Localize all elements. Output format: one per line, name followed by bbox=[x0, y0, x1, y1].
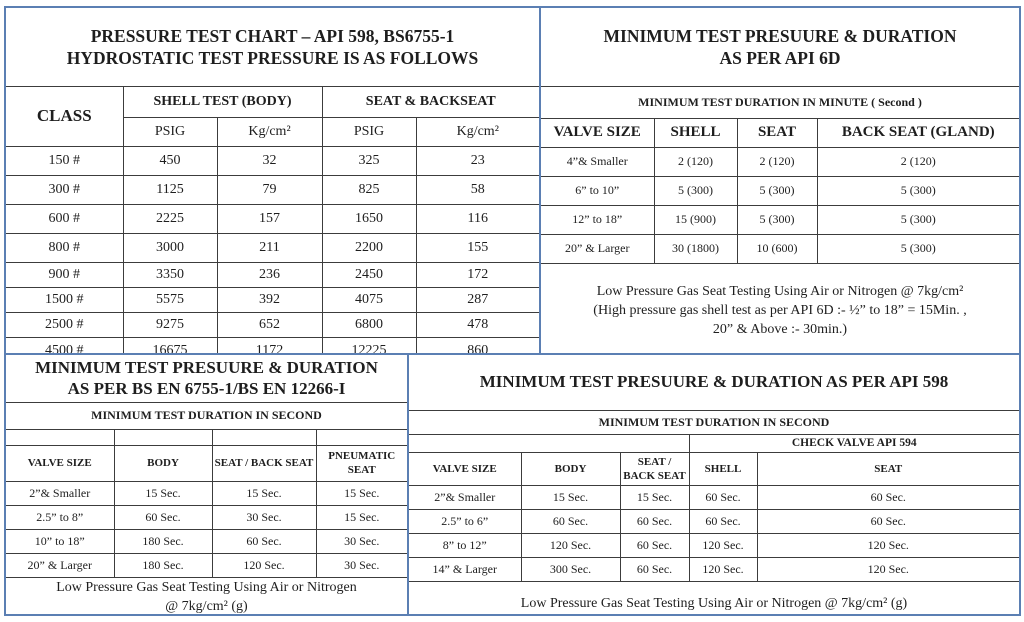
value-cell: 211 bbox=[217, 233, 322, 262]
value-cell: 450 bbox=[123, 146, 217, 175]
value-cell: 5 (300) bbox=[817, 234, 1019, 263]
row-label-cell: 6” to 10” bbox=[541, 176, 654, 205]
value-cell: 120 Sec. bbox=[757, 557, 1019, 581]
column-header: BODY bbox=[114, 445, 212, 481]
hydrostatic-table bbox=[6, 8, 539, 355]
value-cell: 180 Sec. bbox=[114, 553, 212, 577]
column-header: SEAT / BACK SEAT bbox=[620, 452, 689, 485]
api6d-row bbox=[541, 147, 1019, 176]
column-header: BACK SEAT (GLAND) bbox=[817, 118, 1019, 147]
value-cell: 60 Sec. bbox=[757, 485, 1019, 509]
bs-en-title bbox=[6, 355, 407, 402]
bs-en-header-row bbox=[6, 445, 407, 481]
api598-row bbox=[409, 533, 1019, 557]
value-cell: 10 (600) bbox=[737, 234, 817, 263]
value-cell: 825 bbox=[322, 175, 416, 204]
value-cell: 172 bbox=[416, 262, 539, 287]
api598-row bbox=[409, 509, 1019, 533]
bs-en-title-line1: MINIMUM TEST PRESUURE & DURATION bbox=[35, 358, 378, 378]
column-header: SEAT / BACK SEAT bbox=[212, 445, 316, 481]
value-cell: 1172 bbox=[217, 337, 322, 355]
row-label-cell: 800 # bbox=[6, 233, 123, 262]
value-cell: 15 Sec. bbox=[521, 485, 620, 509]
value-cell: 15 Sec. bbox=[316, 481, 407, 505]
row-label-cell: 600 # bbox=[6, 204, 123, 233]
column-header: SEAT bbox=[737, 118, 817, 147]
row-label-cell: 20” & Larger bbox=[6, 553, 114, 577]
column-header: VALVE SIZE bbox=[541, 118, 654, 147]
value-cell: 120 Sec. bbox=[521, 533, 620, 557]
value-cell: 120 Sec. bbox=[212, 553, 316, 577]
value-cell: 287 bbox=[416, 287, 539, 312]
row-label-cell: 2.5” to 8” bbox=[6, 505, 114, 529]
value-cell: 79 bbox=[217, 175, 322, 204]
value-cell: 860 bbox=[416, 337, 539, 355]
row-label-cell: 150 # bbox=[6, 146, 123, 175]
row-label-cell: 2”& Smaller bbox=[409, 485, 521, 509]
shell-kg-header: Kg/cm² bbox=[217, 117, 322, 146]
api6d-title bbox=[541, 8, 1019, 86]
api6d-rows bbox=[541, 147, 1019, 263]
bs-en-row bbox=[6, 505, 407, 529]
row-label-cell: 4”& Smaller bbox=[541, 147, 654, 176]
check-valve-header: CHECK VALVE API 594 bbox=[689, 434, 1019, 452]
value-cell: 2200 bbox=[322, 233, 416, 262]
value-cell: 300 Sec. bbox=[521, 557, 620, 581]
api598-rows bbox=[409, 485, 1019, 581]
value-cell: 180 Sec. bbox=[114, 529, 212, 553]
column-header: SHELL bbox=[654, 118, 737, 147]
value-cell: 120 Sec. bbox=[757, 533, 1019, 557]
value-cell: 5 (300) bbox=[817, 176, 1019, 205]
value-cell: 392 bbox=[217, 287, 322, 312]
row-label-cell: 12” to 18” bbox=[541, 205, 654, 234]
value-cell: 5 (300) bbox=[737, 176, 817, 205]
hydrostatic-row bbox=[6, 233, 539, 262]
value-cell: 30 Sec. bbox=[316, 529, 407, 553]
value-cell: 30 Sec. bbox=[316, 553, 407, 577]
value-cell: 1125 bbox=[123, 175, 217, 204]
hydrostatic-pressure-panel bbox=[4, 6, 541, 355]
api598-subtitle: MINIMUM TEST DURATION IN SECOND bbox=[409, 410, 1019, 434]
value-cell: 60 Sec. bbox=[521, 509, 620, 533]
api598-title: MINIMUM TEST PRESUURE & DURATION AS PER API 598 bbox=[409, 355, 1019, 410]
value-cell: 2450 bbox=[322, 262, 416, 287]
bs-en-note-line1: Low Pressure Gas Seat Testing Using Air or Nitrogen bbox=[56, 580, 357, 596]
hydrostatic-title-line1: PRESSURE TEST CHART – API 598, BS6755-1 bbox=[90, 25, 455, 46]
row-label-cell: 10” to 18” bbox=[6, 529, 114, 553]
value-cell: 60 Sec. bbox=[114, 505, 212, 529]
value-cell: 1650 bbox=[322, 204, 416, 233]
bs-en-row bbox=[6, 529, 407, 553]
seat-psig-header: PSIG bbox=[322, 117, 416, 146]
value-cell: 30 (1800) bbox=[654, 234, 737, 263]
bs-en-title-line2: AS PER BS EN 6755-1/BS EN 12266-I bbox=[67, 379, 346, 399]
column-header: VALVE SIZE bbox=[409, 452, 521, 485]
value-cell: 2 (120) bbox=[737, 147, 817, 176]
value-cell: 16675 bbox=[123, 337, 217, 355]
value-cell: 6800 bbox=[322, 312, 416, 337]
value-cell: 2 (120) bbox=[654, 147, 737, 176]
api598-header-row bbox=[409, 452, 1019, 485]
column-header: SEAT bbox=[757, 452, 1019, 485]
row-label-cell: 2”& Smaller bbox=[6, 481, 114, 505]
row-label-cell: 300 # bbox=[6, 175, 123, 204]
bs-en-note-line2: @ 7kg/cm² (g) bbox=[165, 599, 248, 615]
api6d-panel bbox=[539, 6, 1021, 355]
value-cell: 60 Sec. bbox=[620, 509, 689, 533]
class-header: CLASS bbox=[6, 86, 123, 146]
hydrostatic-row bbox=[6, 204, 539, 233]
api6d-header-row bbox=[541, 118, 1019, 147]
bs-en-spacer-cell bbox=[316, 429, 407, 445]
value-cell: 155 bbox=[416, 233, 539, 262]
value-cell: 12225 bbox=[322, 337, 416, 355]
api598-note: Low Pressure Gas Seat Testing Using Air or Nitrogen @ 7kg/cm² (g) bbox=[520, 595, 908, 611]
value-cell: 3000 bbox=[123, 233, 217, 262]
column-header: BODY bbox=[521, 452, 620, 485]
value-cell: 478 bbox=[416, 312, 539, 337]
value-cell: 4075 bbox=[322, 287, 416, 312]
value-cell: 60 Sec. bbox=[620, 557, 689, 581]
row-label-cell: 2500 # bbox=[6, 312, 123, 337]
api6d-note-line1: Low Pressure Gas Seat Testing Using Air or Nitrogen @ 7kg/cm² bbox=[596, 283, 964, 299]
bs-en-table bbox=[6, 355, 407, 616]
value-cell: 58 bbox=[416, 175, 539, 204]
api598-panel bbox=[407, 353, 1021, 616]
row-label-cell: 900 # bbox=[6, 262, 123, 287]
value-cell: 325 bbox=[322, 146, 416, 175]
hydrostatic-row bbox=[6, 287, 539, 312]
api598-row bbox=[409, 485, 1019, 509]
hydrostatic-title-line2: HYDROSTATIC TEST PRESSURE IS AS FOLLOWS bbox=[66, 47, 479, 68]
api598-row bbox=[409, 557, 1019, 581]
column-header: PNEUMATIC SEAT bbox=[316, 445, 407, 481]
api6d-title-line2: AS PER API 6D bbox=[719, 47, 841, 68]
bs-en-spacer-cell bbox=[6, 429, 114, 445]
bs-en-row bbox=[6, 481, 407, 505]
value-cell: 60 Sec. bbox=[689, 509, 757, 533]
value-cell: 15 Sec. bbox=[114, 481, 212, 505]
hydrostatic-row bbox=[6, 312, 539, 337]
value-cell: 15 Sec. bbox=[316, 505, 407, 529]
hydrostatic-row bbox=[6, 262, 539, 287]
seat-kg-header: Kg/cm² bbox=[416, 117, 539, 146]
value-cell: 116 bbox=[416, 204, 539, 233]
column-header: SHELL bbox=[689, 452, 757, 485]
column-header: VALVE SIZE bbox=[6, 445, 114, 481]
bs-en-spacer-cell bbox=[114, 429, 212, 445]
value-cell: 15 Sec. bbox=[620, 485, 689, 509]
bs-en-subtitle: MINIMUM TEST DURATION IN SECOND bbox=[6, 402, 407, 429]
row-label-cell: 20” & Larger bbox=[541, 234, 654, 263]
value-cell: 15 Sec. bbox=[212, 481, 316, 505]
api6d-row bbox=[541, 176, 1019, 205]
value-cell: 5 (300) bbox=[654, 176, 737, 205]
bs-en-panel bbox=[4, 353, 409, 616]
shell-test-header: SHELL TEST (BODY) bbox=[123, 86, 322, 117]
value-cell: 60 Sec. bbox=[212, 529, 316, 553]
value-cell: 32 bbox=[217, 146, 322, 175]
value-cell: 60 Sec. bbox=[689, 485, 757, 509]
value-cell: 120 Sec. bbox=[689, 557, 757, 581]
value-cell: 2 (120) bbox=[817, 147, 1019, 176]
row-label-cell: 4500 # bbox=[6, 337, 123, 355]
seat-backseat-header: SEAT & BACKSEAT bbox=[322, 86, 539, 117]
shell-psig-header: PSIG bbox=[123, 117, 217, 146]
bs-en-rows bbox=[6, 481, 407, 577]
value-cell: 3350 bbox=[123, 262, 217, 287]
hydrostatic-row bbox=[6, 175, 539, 204]
value-cell: 652 bbox=[217, 312, 322, 337]
api598-spacer-cell bbox=[409, 434, 689, 452]
hydrostatic-rows bbox=[6, 146, 539, 355]
value-cell: 236 bbox=[217, 262, 322, 287]
bs-en-row bbox=[6, 553, 407, 577]
api598-table bbox=[409, 355, 1019, 616]
value-cell: 5 (300) bbox=[817, 205, 1019, 234]
api6d-title-line1: MINIMUM TEST PRESUURE & DURATION bbox=[603, 25, 957, 46]
bs-en-note bbox=[6, 577, 407, 616]
api6d-note bbox=[541, 263, 1019, 355]
api6d-subtitle: MINIMUM TEST DURATION IN MINUTE ( Second ) bbox=[541, 86, 1019, 118]
value-cell: 5575 bbox=[123, 287, 217, 312]
value-cell: 5 (300) bbox=[737, 205, 817, 234]
value-cell: 60 Sec. bbox=[620, 533, 689, 557]
api6d-table bbox=[541, 8, 1019, 355]
value-cell: 157 bbox=[217, 204, 322, 233]
api6d-row bbox=[541, 234, 1019, 263]
value-cell: 23 bbox=[416, 146, 539, 175]
value-cell: 120 Sec. bbox=[689, 533, 757, 557]
api6d-row bbox=[541, 205, 1019, 234]
row-label-cell: 2.5” to 6” bbox=[409, 509, 521, 533]
hydrostatic-title bbox=[6, 8, 539, 86]
value-cell: 9275 bbox=[123, 312, 217, 337]
row-label-cell: 1500 # bbox=[6, 287, 123, 312]
row-label-cell: 8” to 12” bbox=[409, 533, 521, 557]
api6d-note-line2: (High pressure gas shell test as per API 6D :- ½” to 18” = 15Min. , bbox=[593, 302, 967, 318]
value-cell: 15 (900) bbox=[654, 205, 737, 234]
value-cell: 60 Sec. bbox=[757, 509, 1019, 533]
value-cell: 2225 bbox=[123, 204, 217, 233]
api6d-note-line3: 20” & Above :- 30min.) bbox=[712, 321, 848, 337]
row-label-cell: 14” & Larger bbox=[409, 557, 521, 581]
value-cell: 30 Sec. bbox=[212, 505, 316, 529]
bs-en-spacer-cell bbox=[212, 429, 316, 445]
hydrostatic-row bbox=[6, 146, 539, 175]
